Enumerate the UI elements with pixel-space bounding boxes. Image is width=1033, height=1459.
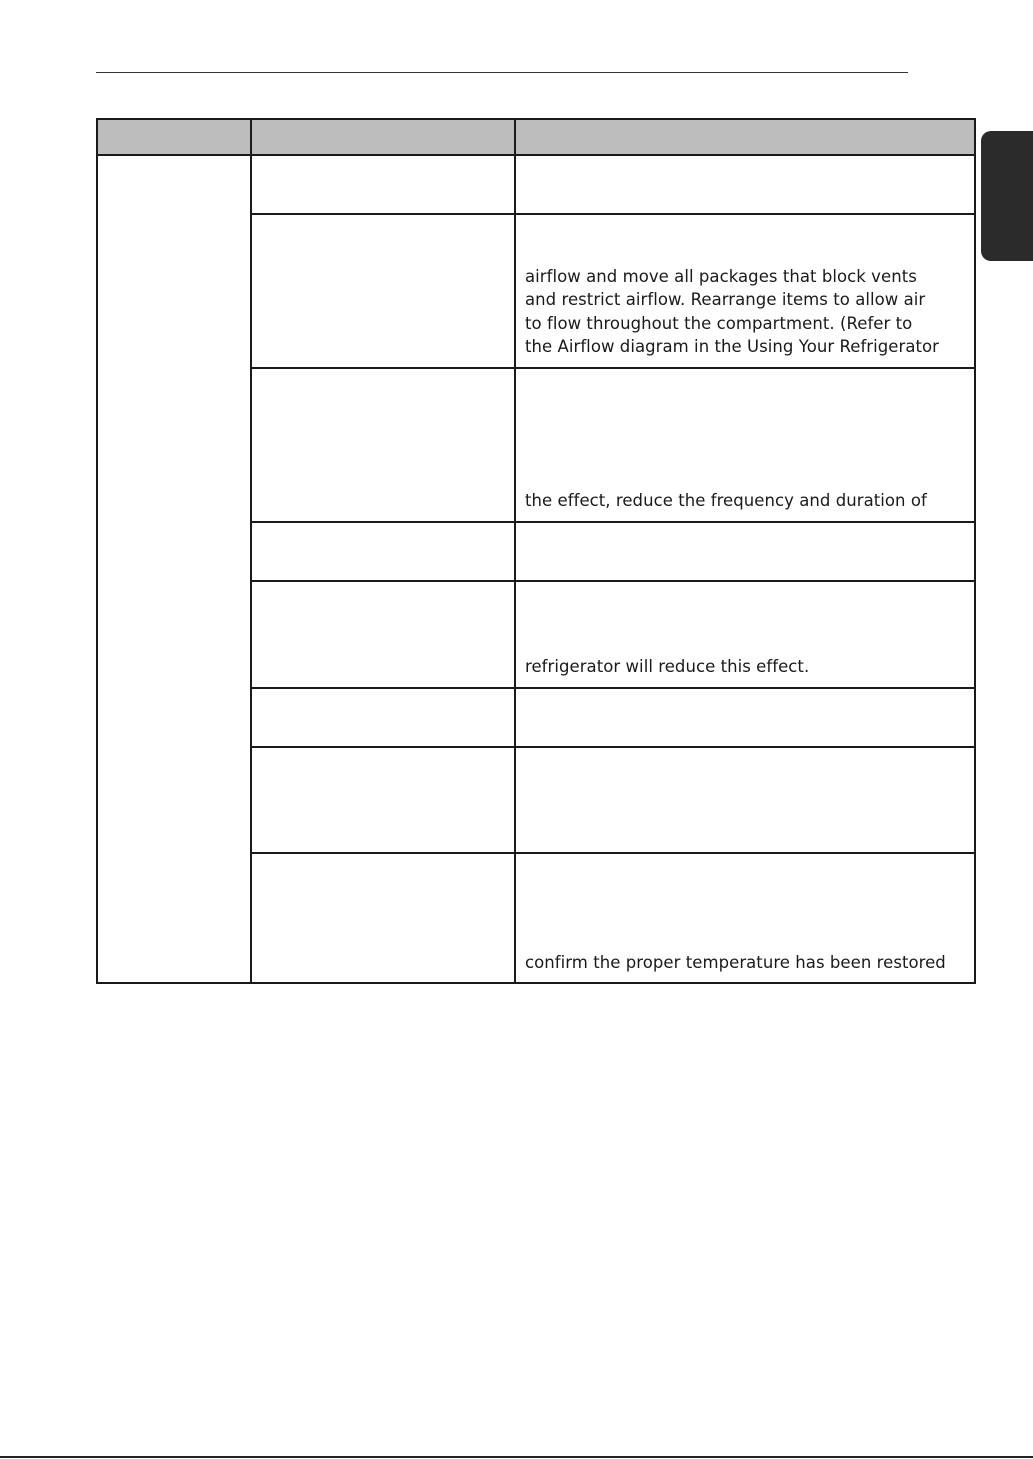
- problem-cell: [97, 155, 251, 983]
- solution-cell: [515, 155, 975, 214]
- cause-cell: [251, 368, 515, 522]
- solution-cell: [515, 688, 975, 747]
- table-row: [97, 155, 975, 214]
- footer-rule: [0, 1456, 1033, 1458]
- solution-line: airflow and move all packages that block vents: [525, 266, 917, 286]
- cause-cell: [251, 581, 515, 688]
- table-header-row: [97, 119, 975, 155]
- cause-cell: [251, 853, 515, 983]
- solution-line: to flow throughout the compartment. (Refer to: [525, 313, 913, 333]
- cause-cell: [251, 214, 515, 368]
- solution-cell: [515, 214, 975, 368]
- solution-cell: [515, 368, 975, 522]
- solution-line: and restrict airflow. Rearrange items to allow air: [525, 290, 926, 310]
- cause-cell: [251, 747, 515, 853]
- cause-cell: [251, 155, 515, 214]
- solution-line: the effect, reduce the frequency and duration of: [525, 491, 927, 511]
- solution-line: refrigerator will reduce this effect.: [525, 657, 810, 677]
- solution-cell: [515, 581, 975, 688]
- solution-cell: [515, 522, 975, 581]
- language-side-tab: [981, 131, 1033, 261]
- solution-line: the Airflow diagram in the Using Your Refrigerator: [525, 337, 939, 357]
- header-possible-cause: [251, 119, 515, 155]
- solution-text: [516, 655, 974, 687]
- cause-cell: [251, 688, 515, 747]
- header-rule: [96, 72, 908, 73]
- cause-cell: [251, 522, 515, 581]
- solution-text: [516, 265, 974, 367]
- solution-text: [516, 951, 974, 983]
- troubleshooting-table: [96, 118, 976, 984]
- header-solution: [515, 119, 975, 155]
- solution-text: [516, 489, 974, 521]
- header-problem: [97, 119, 251, 155]
- solution-cell: [515, 853, 975, 983]
- solution-cell: [515, 747, 975, 853]
- solution-line: confirm the proper temperature has been restored: [525, 952, 946, 972]
